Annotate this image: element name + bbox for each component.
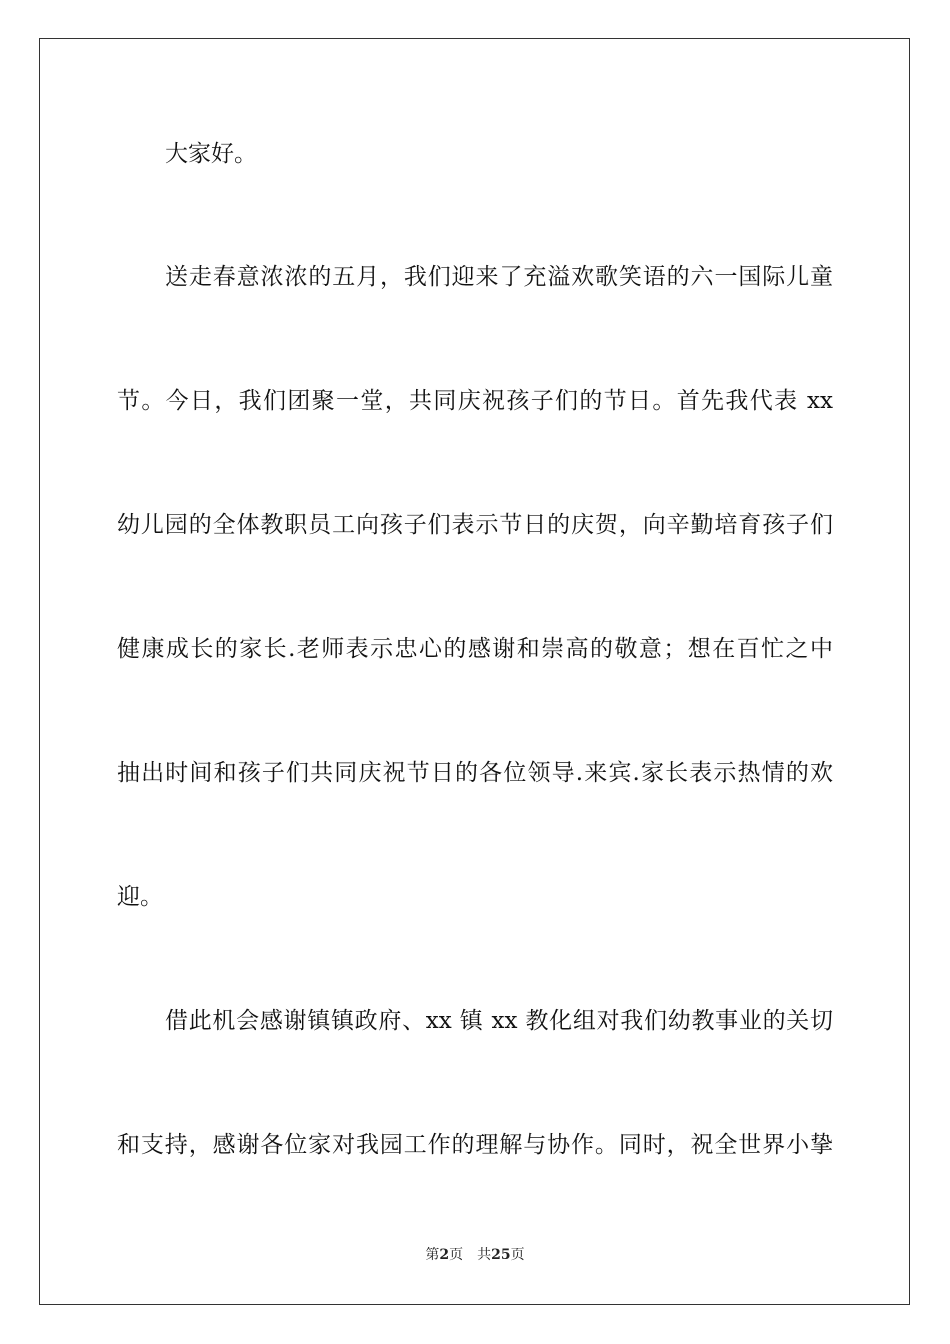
paragraph-line: 迎。 [117, 884, 163, 910]
footer-page-suffix: 页 [449, 1247, 464, 1263]
paragraph-line: 健康成长的家长.老师表示忠心的感谢和崇高的敬意；想在百忙之中 [117, 636, 833, 662]
paragraph-line: 节。今日，我们团聚一堂，共同庆祝孩子们的节日。首先我代表 xx [117, 388, 833, 414]
paragraph-line: 和支持，感谢各位家对我园工作的理解与协作。同时，祝全世界小挚 [117, 1132, 833, 1158]
paragraph-line: 借此机会感谢镇镇政府、xx 镇 xx 教化组对我们幼教事业的关切 [165, 1008, 833, 1034]
footer-total-pages: 25 [491, 1247, 511, 1263]
paragraph-line: 抽出时间和孩子们共同庆祝节日的各位领导.来宾.家长表示热情的欢 [117, 760, 833, 786]
footer-total-prefix: 共 [477, 1247, 492, 1263]
footer-page-number: 2 [439, 1247, 450, 1263]
page-border [39, 38, 910, 1305]
paragraph-line: 送走春意浓浓的五月，我们迎来了充溢欢歌笑语的六一国际儿童 [165, 264, 833, 290]
footer-total-suffix: 页 [510, 1247, 525, 1263]
paragraph-line: 幼儿园的全体教职员工向孩子们表示节日的庆贺，向辛勤培育孩子们 [117, 512, 833, 538]
page-footer [0, 1246, 950, 1264]
paragraph-line: 大家好。 [165, 141, 257, 167]
footer-page-prefix: 第 [425, 1247, 440, 1263]
